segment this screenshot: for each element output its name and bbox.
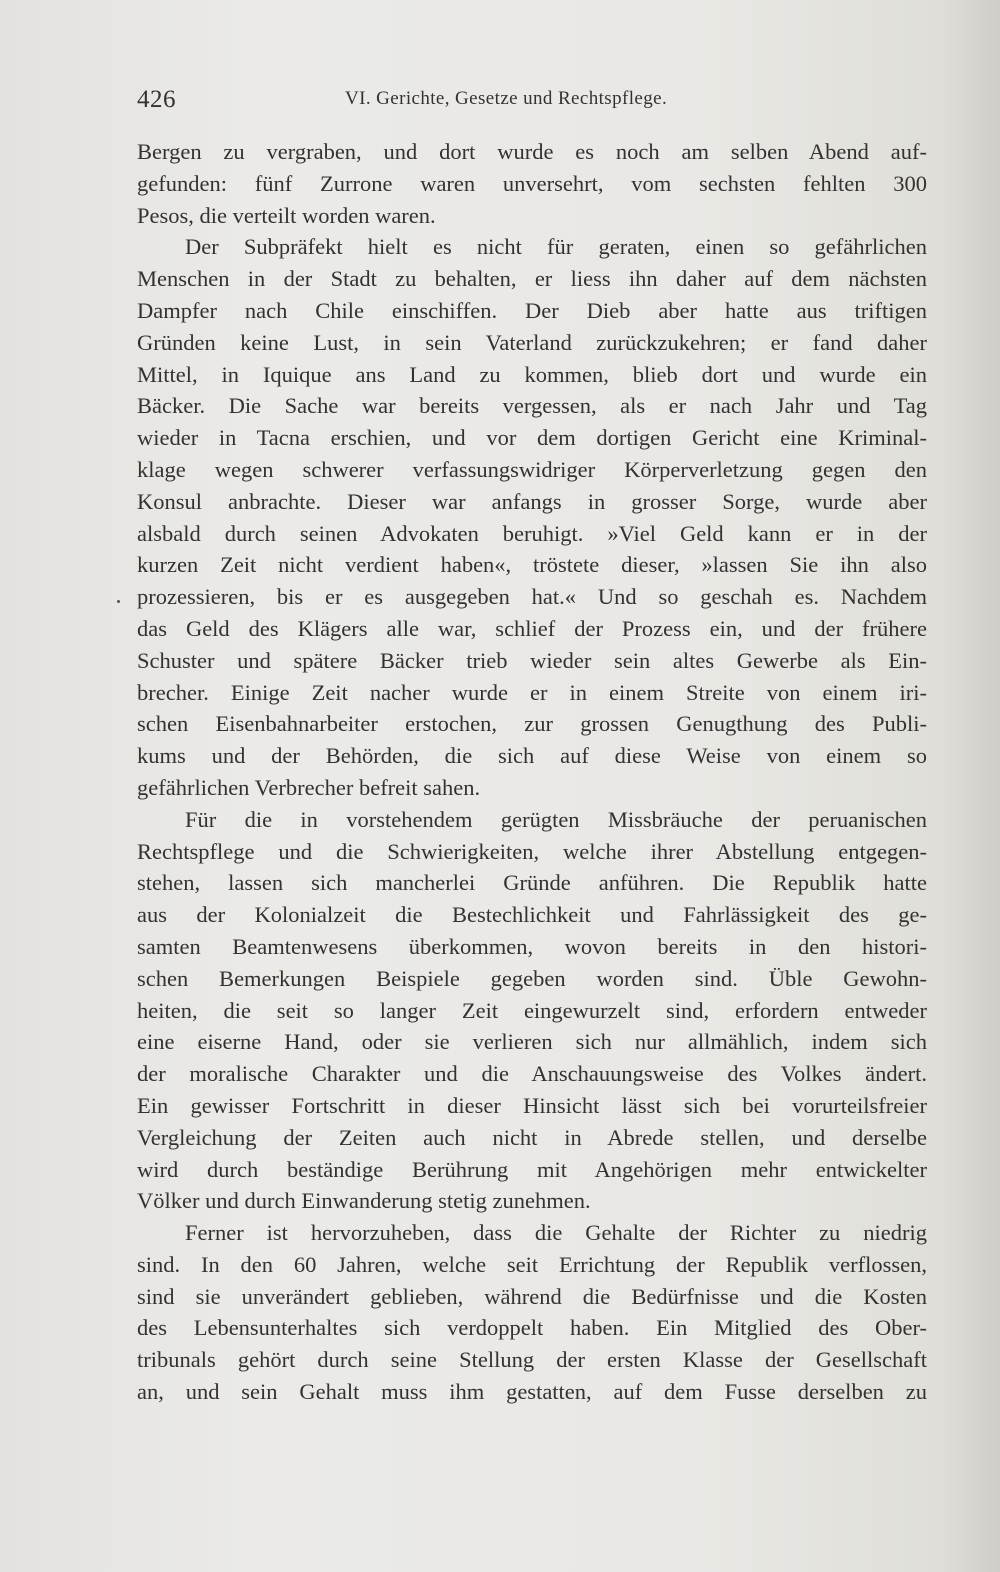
text-line: Ein gewisser Fortschritt in dieser Hinsicht lässt sich bei vorurteilsfreier — [137, 1092, 927, 1118]
text-line: Gründen keine Lust, in sein Vaterland zurückzukehren; er fand daher — [137, 329, 927, 355]
text-line: des Lebensunterhaltes sich verdoppelt haben. Ein Mitglied des Ober- — [137, 1315, 927, 1341]
text-line: Ferner ist hervorzuheben, dass die Gehalte der Richter zu niedrig — [185, 1220, 927, 1246]
text-line: sind sie unverändert geblieben, während die Bedürfnisse und die Kosten — [137, 1283, 927, 1309]
text-line: Vergleichung der Zeiten auch nicht in Abrede stellen, und derselbe — [137, 1124, 927, 1150]
text-line: heiten, die seit so langer Zeit eingewurzelt sind, erfordern entweder — [137, 997, 927, 1023]
text-line: Mittel, in Iquique ans Land zu kommen, blieb dort und wurde ein — [137, 361, 927, 387]
text-line: wieder in Tacna erschien, und vor dem dortigen Gericht eine Kriminal- — [137, 425, 927, 451]
text-line: das Geld des Klägers alle war, schlief der Prozess ein, und der frühere — [137, 615, 927, 641]
text-line: gefährlichen Verbrecher befreit sahen. — [137, 774, 481, 800]
text-line: Bergen zu vergraben, und dort wurde es noch am selben Abend auf- — [137, 139, 927, 164]
text-line: an, und sein Gehalt muss ihm gestatten, auf dem Fusse derselben zu — [137, 1379, 927, 1405]
page-header — [137, 86, 927, 116]
text-line: Dampfer nach Chile einschiffen. Der Dieb aber hatte aus triftigen — [137, 297, 927, 323]
text-line: Für die in vorstehendem gerügten Missbräuche der peruanischen — [185, 806, 927, 832]
text-line: prozessieren, bis er es ausgegeben hat.« Und so geschah es. Nachdem — [137, 584, 927, 610]
text-line: eine eiserne Hand, oder sie verlieren sich nur allmählich, indem sich — [137, 1029, 927, 1055]
text-line: kurzen Zeit nicht verdient haben«, tröstete dieser, »lassen Sie ihn also — [137, 552, 927, 578]
text-line: Menschen in der Stadt zu behalten, er liess ihn daher auf dem nächsten — [137, 266, 927, 292]
text-line: tribunals gehört durch seine Stellung der ersten Klasse der Gesellschaft — [137, 1347, 927, 1373]
text-line: stehen, lassen sich mancherlei Gründe anführen. Die Republik hatte — [137, 870, 927, 896]
text-line: Rechtspflege und die Schwierigkeiten, welche ihrer Abstellung entgegen- — [137, 838, 927, 864]
text-line: aus der Kolonialzeit die Bestechlichkeit und Fahrlässigkeit des ge- — [137, 902, 927, 928]
text-line: schen Bemerkungen Beispiele gegeben worden sind. Üble Gewohn- — [137, 965, 927, 991]
text-line: brecher. Einige Zeit nacher wurde er in einem Streite von einem iri- — [137, 679, 927, 705]
margin-mark — [117, 600, 120, 603]
text-line: sind. In den 60 Jahren, welche seit Errichtung der Republik verflossen, — [137, 1251, 927, 1277]
text-line: samten Beamtenwesens überkommen, wovon bereits in den histori- — [137, 933, 927, 959]
running-head: VI. Gerichte, Gesetze und Rechtspflege. — [345, 88, 668, 109]
text-line: kums und der Behörden, die sich auf diese Weise von einem so — [137, 743, 927, 769]
text-line: Bäcker. Die Sache war bereits vergessen, als er nach Jahr und Tag — [137, 393, 927, 419]
text-line: klage wegen schwerer verfassungswidriger Körperverletzung gegen den — [137, 456, 927, 482]
text-line: Völker und durch Einwanderung stetig zunehmen. — [137, 1188, 591, 1214]
text-line: Der Subpräfekt hielt es nicht für geraten, einen so gefährlichen — [185, 234, 927, 260]
text-line: Konsul anbrachte. Dieser war anfangs in grosser Sorge, wurde aber — [137, 488, 927, 514]
text-line: wird durch beständige Berührung mit Angehörigen mehr entwickelter — [137, 1156, 927, 1182]
body-text — [137, 136, 927, 1408]
text-line: Pesos, die verteilt worden waren. — [137, 202, 436, 228]
page-number: 426 — [137, 86, 176, 113]
text-line: schen Eisenbahnarbeiter erstochen, zur grossen Genugthung des Publi- — [137, 711, 927, 737]
text-line: alsbald durch seinen Advokaten beruhigt. »Viel Geld kann er in der — [137, 520, 927, 546]
text-line: Schuster und spätere Bäcker trieb wieder sein altes Gewerbe als Ein- — [137, 647, 927, 673]
text-line: gefunden: fünf Zurrone waren unversehrt, vom sechsten fehlten 300 — [137, 170, 927, 196]
text-line: der moralische Charakter und die Anschauungsweise des Volkes ändert. — [137, 1061, 927, 1087]
